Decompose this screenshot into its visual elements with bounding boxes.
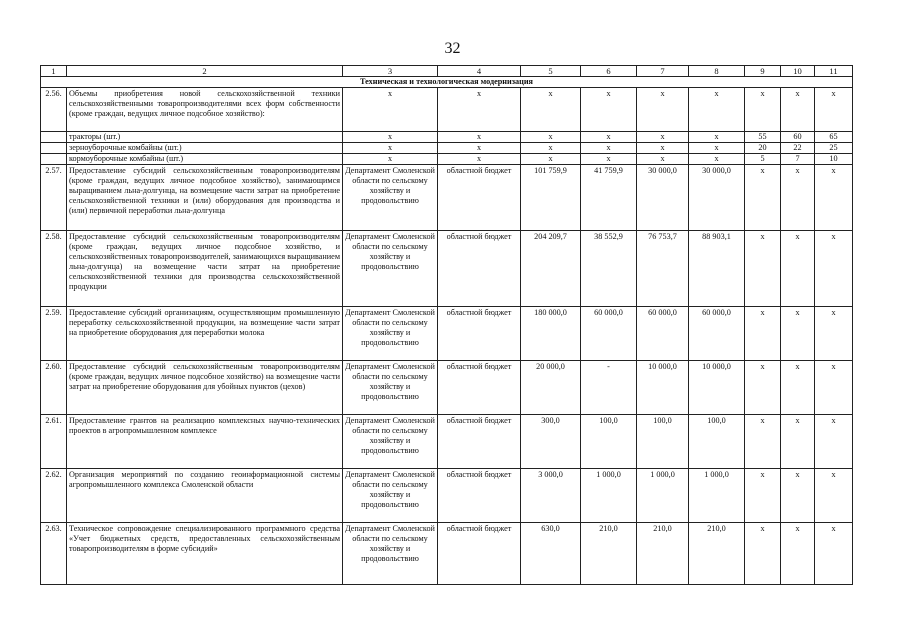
row-value-6: 41 759,9 [581, 165, 637, 231]
table-row [41, 469, 853, 523]
row-value-11: 25 [815, 143, 853, 154]
row-description: Предоставление грантов на реализацию комплексных научно-технических проектов в агропромышленном комплексе [67, 415, 343, 469]
row-value-9: 55 [745, 132, 781, 143]
table-row [41, 361, 853, 415]
row-value-5: 300,0 [521, 415, 581, 469]
row-value-9: х [745, 523, 781, 585]
row-source: х [438, 88, 521, 132]
row-value-11: х [815, 231, 853, 307]
row-description: тракторы (шт.) [67, 132, 343, 143]
row-description: Объемы приобретения новой сельскохозяйственной техники сельскохозяйственными товаропроизводителями всех форм собственности (кроме граждан, ведущих личное подсобное хозяйство): [67, 88, 343, 132]
row-description: Предоставление субсидий сельскохозяйственным товаропроизводителям (кроме граждан, ведущих личное подсобное хозяйство) на возмещение части затрат на приобретение оборудования для убойных пунктов (цехов) [67, 361, 343, 415]
row-value-10: 22 [781, 143, 815, 154]
row-executor: Департамент Смоленской области по сельскому хозяйству и продовольствию [343, 165, 438, 231]
row-value-11: х [815, 361, 853, 415]
row-source: х [438, 143, 521, 154]
row-number: 2.58. [41, 231, 67, 307]
row-number-empty [41, 143, 67, 154]
col-header-3: 3 [343, 66, 438, 77]
row-value-5: х [521, 88, 581, 132]
row-value-5: 20 000,0 [521, 361, 581, 415]
row-value-10: х [781, 469, 815, 523]
row-source: областной бюджет [438, 165, 521, 231]
row-value-10: х [781, 88, 815, 132]
row-value-6: - [581, 361, 637, 415]
row-description: Организация мероприятий по созданию геоинформационной системы агропромышленного комплекса Смоленской области [67, 469, 343, 523]
row-number: 2.56. [41, 88, 67, 132]
row-value-6: 210,0 [581, 523, 637, 585]
table-subrow [41, 143, 853, 154]
row-executor: Департамент Смоленской области по сельскому хозяйству и продовольствию [343, 415, 438, 469]
row-executor: Департамент Смоленской области по сельскому хозяйству и продовольствию [343, 523, 438, 585]
program-table [40, 65, 853, 585]
row-executor: х [343, 143, 438, 154]
row-value-10: х [781, 523, 815, 585]
row-value-7: 76 753,7 [637, 231, 689, 307]
row-value-11: х [815, 469, 853, 523]
row-source: областной бюджет [438, 523, 521, 585]
row-value-10: х [781, 165, 815, 231]
row-value-9: х [745, 165, 781, 231]
col-header-4: 4 [438, 66, 521, 77]
row-number: 2.61. [41, 415, 67, 469]
row-value-7: х [637, 143, 689, 154]
row-value-5: 204 209,7 [521, 231, 581, 307]
row-value-9: х [745, 415, 781, 469]
col-header-8: 8 [689, 66, 745, 77]
row-value-8: 10 000,0 [689, 361, 745, 415]
row-value-6: х [581, 88, 637, 132]
row-value-7: 60 000,0 [637, 307, 689, 361]
row-executor: х [343, 154, 438, 165]
row-value-5: 630,0 [521, 523, 581, 585]
row-value-5: 3 000,0 [521, 469, 581, 523]
table-row [41, 88, 853, 132]
row-executor: Департамент Смоленской области по сельскому хозяйству и продовольствию [343, 307, 438, 361]
row-value-10: х [781, 415, 815, 469]
row-description: кормоуборочные комбайны (шт.) [67, 154, 343, 165]
row-value-7: х [637, 132, 689, 143]
row-value-11: х [815, 523, 853, 585]
row-value-11: х [815, 307, 853, 361]
row-value-7: 1 000,0 [637, 469, 689, 523]
row-number: 2.60. [41, 361, 67, 415]
table-subrow [41, 132, 853, 143]
table-subrow [41, 154, 853, 165]
row-executor: х [343, 88, 438, 132]
col-header-5: 5 [521, 66, 581, 77]
row-description: Техническое сопровождение специализированного программного средства «Учет бюджетных средств, предоставленных сельскохозяйственным товаропроизводителям в форме субсидий» [67, 523, 343, 585]
row-value-9: 5 [745, 154, 781, 165]
row-value-11: х [815, 415, 853, 469]
row-value-10: х [781, 231, 815, 307]
row-value-7: 30 000,0 [637, 165, 689, 231]
row-source: областной бюджет [438, 307, 521, 361]
row-value-10: 7 [781, 154, 815, 165]
row-number-empty [41, 132, 67, 143]
table-row [41, 415, 853, 469]
row-source: х [438, 132, 521, 143]
section-row [41, 77, 853, 88]
row-value-8: 30 000,0 [689, 165, 745, 231]
table-row [41, 307, 853, 361]
row-value-5: 180 000,0 [521, 307, 581, 361]
row-description: Предоставление субсидий сельскохозяйственным товаропроизводителям (кроме граждан, ведущих личное подсобное хозяйство, и сельскохозяйственных товаропроизводителей, занимающихся выращиванием льна-долгунца) на возмещение части затрат на приобретение сельскохозяйственной техники для производства сельскохозяйственной продукции [67, 231, 343, 307]
row-number: 2.59. [41, 307, 67, 361]
row-executor: х [343, 132, 438, 143]
row-value-8: 100,0 [689, 415, 745, 469]
table-row [41, 523, 853, 585]
row-number-empty [41, 154, 67, 165]
row-value-11: 65 [815, 132, 853, 143]
row-source: областной бюджет [438, 231, 521, 307]
row-value-5: х [521, 143, 581, 154]
row-value-6: 1 000,0 [581, 469, 637, 523]
row-value-11: х [815, 165, 853, 231]
row-value-6: х [581, 154, 637, 165]
col-header-10: 10 [781, 66, 815, 77]
row-source: областной бюджет [438, 415, 521, 469]
row-source: х [438, 154, 521, 165]
row-value-9: 20 [745, 143, 781, 154]
col-header-6: 6 [581, 66, 637, 77]
row-value-6: х [581, 132, 637, 143]
row-value-5: 101 759,9 [521, 165, 581, 231]
row-value-7: 210,0 [637, 523, 689, 585]
row-value-8: 1 000,0 [689, 469, 745, 523]
col-header-11: 11 [815, 66, 853, 77]
row-value-5: х [521, 132, 581, 143]
row-value-9: х [745, 231, 781, 307]
row-value-6: х [581, 143, 637, 154]
column-number-row [41, 66, 853, 77]
row-value-11: 10 [815, 154, 853, 165]
row-value-6: 100,0 [581, 415, 637, 469]
row-value-9: х [745, 361, 781, 415]
row-value-8: х [689, 88, 745, 132]
page-number: 32 [444, 40, 461, 57]
row-value-8: х [689, 132, 745, 143]
row-number: 2.63. [41, 523, 67, 585]
row-executor: Департамент Смоленской области по сельскому хозяйству и продовольствию [343, 231, 438, 307]
row-description: Предоставление субсидий организациям, осуществляющим промышленную переработку сельскохозяйственной продукции, на возмещение части затрат на приобретение оборудования для переработки молока [67, 307, 343, 361]
col-header-2: 2 [67, 66, 343, 77]
row-value-8: 210,0 [689, 523, 745, 585]
row-value-10: 60 [781, 132, 815, 143]
col-header-9: 9 [745, 66, 781, 77]
table-row [41, 165, 853, 231]
row-value-6: 60 000,0 [581, 307, 637, 361]
row-value-5: х [521, 154, 581, 165]
row-description: Предоставление субсидий сельскохозяйственным товаропроизводителям (кроме граждан, ведущих личное подсобное хозяйство), занимающимся выращиванием льна-долгунца, на возмещение части затрат на приобретение сельскохозяйственной техники и (или) оборудования для производства и (или) первичной переработки льна-долгунца [67, 165, 343, 231]
row-value-9: х [745, 469, 781, 523]
row-value-11: х [815, 88, 853, 132]
row-number: 2.57. [41, 165, 67, 231]
row-value-8: х [689, 143, 745, 154]
row-value-10: х [781, 361, 815, 415]
row-value-8: 60 000,0 [689, 307, 745, 361]
row-value-9: х [745, 307, 781, 361]
row-value-6: 38 552,9 [581, 231, 637, 307]
row-value-7: 10 000,0 [637, 361, 689, 415]
table-row [41, 231, 853, 307]
row-executor: Департамент Смоленской области по сельскому хозяйству и продовольствию [343, 361, 438, 415]
row-value-7: 100,0 [637, 415, 689, 469]
row-number: 2.62. [41, 469, 67, 523]
row-value-10: х [781, 307, 815, 361]
col-header-1: 1 [41, 66, 67, 77]
row-source: областной бюджет [438, 361, 521, 415]
section-title: Техническая и технологическая модернизация [41, 77, 853, 88]
row-value-8: 88 903,1 [689, 231, 745, 307]
row-value-7: х [637, 88, 689, 132]
row-executor: Департамент Смоленской области по сельскому хозяйству и продовольствию [343, 469, 438, 523]
row-value-9: х [745, 88, 781, 132]
row-value-7: х [637, 154, 689, 165]
row-value-8: х [689, 154, 745, 165]
col-header-7: 7 [637, 66, 689, 77]
row-source: областной бюджет [438, 469, 521, 523]
row-description: зерноуборочные комбайны (шт.) [67, 143, 343, 154]
